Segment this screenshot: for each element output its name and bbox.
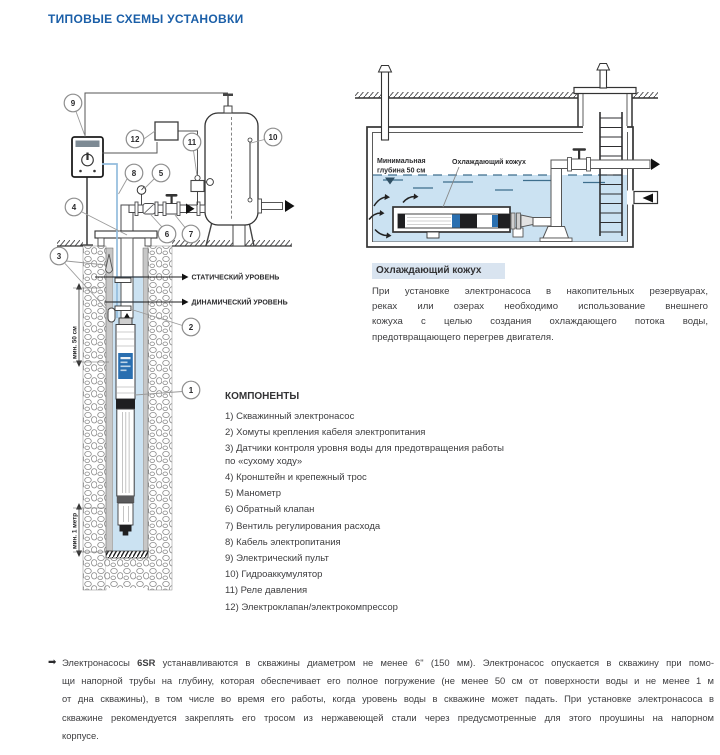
reservoir-installation-diagram xyxy=(355,60,710,255)
footer-line: корпусе. xyxy=(62,729,99,741)
callout-5 xyxy=(152,164,170,182)
callout-10 xyxy=(264,128,282,146)
component-item: 12) Электроклапан/электрокомпрессор xyxy=(225,601,398,613)
callout-1 xyxy=(182,381,200,399)
control-panel xyxy=(72,137,103,245)
svg-text:1: 1 xyxy=(188,385,194,395)
callout-8 xyxy=(125,164,143,182)
footer-line: Электронасосы 6SR устанавливаются в скважины диаметром не менее 6" (150 мм). Электронасос опускается в скважину при помо- xyxy=(62,657,714,668)
component-item: 11) Реле давления xyxy=(225,585,308,597)
callout-7 xyxy=(182,225,200,243)
svg-text:12: 12 xyxy=(130,134,140,144)
outflow-arrow-icon xyxy=(285,200,295,212)
cooling-jacket-label: Охлаждающий кожух xyxy=(452,159,526,166)
outflow-arrow-icon xyxy=(651,159,660,171)
svg-text:5: 5 xyxy=(158,168,164,178)
min-depth-label-line1: Минимальная xyxy=(377,158,426,165)
svg-text:10: 10 xyxy=(268,132,278,142)
svg-text:6: 6 xyxy=(164,229,170,239)
component-item: 3) Датчики контроля уровня воды для предотвращения работы по «сухому ходу» xyxy=(225,443,504,467)
svg-text:8: 8 xyxy=(131,168,137,178)
svg-text:9: 9 xyxy=(70,98,76,108)
component-item: 4) Кронштейн и крепежный трос xyxy=(225,472,367,484)
min-depth-label: мин. 50 см xyxy=(71,326,79,359)
component-item: 6) Обратный клапан xyxy=(225,504,315,516)
footer-line: щи напорной трубы на глубину, которая обеспечивает его полное погружение (не менее 50 см от поверхности воды и не менее 1 м xyxy=(62,675,714,687)
component-item: 10) Гидроаккумулятор xyxy=(225,569,323,581)
static-level-arrow-icon xyxy=(182,274,189,281)
callout-2 xyxy=(182,318,200,336)
component-item: 1) Скважинный электронасос xyxy=(225,411,355,422)
min-bottom-clearance-label: мин. 1 метр xyxy=(71,512,79,549)
solenoid-valve-box xyxy=(155,122,178,140)
callout-12 xyxy=(126,130,144,148)
svg-text:7: 7 xyxy=(188,229,194,239)
component-item: 2) Хомуты крепления кабеля электропитания xyxy=(225,427,426,439)
min-depth-label-line2: глубина 50 см xyxy=(377,167,426,175)
flow-regulation-valve xyxy=(166,194,178,214)
page-title: ТИПОВЫЕ СХЕМЫ УСТАНОВКИ xyxy=(48,12,244,26)
dynamic-level-label: ДИНАМИЧЕСКИЙ УРОВЕНЬ xyxy=(191,299,288,307)
svg-text:11: 11 xyxy=(187,137,197,147)
dynamic-level-arrow-icon xyxy=(182,299,189,306)
component-item: 9) Электрический пульт xyxy=(225,553,329,565)
cooling-body-line: реках или озерах необходимо использование внешнего xyxy=(372,301,708,313)
callout-11 xyxy=(183,133,201,151)
callout-6 xyxy=(158,225,176,243)
pump-model: 6SR xyxy=(137,657,156,668)
static-level-label: СТАТИЧЕСКИЙ УРОВЕНЬ xyxy=(191,274,280,282)
tank-gauge-icon xyxy=(207,179,214,186)
hydro-accumulator-tank xyxy=(205,94,295,247)
footer-line: скважине рекомендуется закреплять его тросом из нержавеющей стали через предусмотренные для этого проушины на напорном xyxy=(62,711,714,723)
horizontal-pump xyxy=(398,213,533,229)
components-section xyxy=(225,391,515,618)
footer-line: от дна скважины), в том числе во время его работы, когда уровень воды в скважине может падать. При установке электронасоса в xyxy=(62,693,714,705)
callout-3 xyxy=(50,247,68,265)
callout-9 xyxy=(64,94,82,112)
inlet-pipe xyxy=(627,191,658,205)
cooling-jacket-section-body xyxy=(372,284,708,345)
component-item: 7) Вентиль регулирования расхода xyxy=(225,520,381,532)
shaft-vent-icon xyxy=(597,64,610,89)
callout-4 xyxy=(65,198,83,216)
pressure-switch xyxy=(191,175,204,205)
cooling-body-line: При установке электронасоса в накопительных резервуарах, xyxy=(372,286,708,297)
component-item: 5) Манометр xyxy=(225,488,282,500)
cooling-body-line: предотвращающего перегрев двигателя. xyxy=(372,331,554,343)
components-heading: КОМПОНЕНТЫ xyxy=(225,391,300,402)
svg-text:4: 4 xyxy=(71,202,77,212)
arrow-bullet-icon: ➡ xyxy=(48,657,57,668)
cooling-jacket-section-heading: Охлаждающий кожух xyxy=(372,263,505,279)
submersible-pump xyxy=(116,318,135,536)
component-item: 8) Кабель электропитания xyxy=(225,536,341,548)
svg-text:2: 2 xyxy=(188,322,194,332)
footer-note xyxy=(48,654,714,745)
footer-note-text xyxy=(62,654,714,745)
cooling-body-line: кожуха с целью создания охлаждающего потока воды, xyxy=(372,316,708,328)
svg-text:3: 3 xyxy=(56,251,62,261)
